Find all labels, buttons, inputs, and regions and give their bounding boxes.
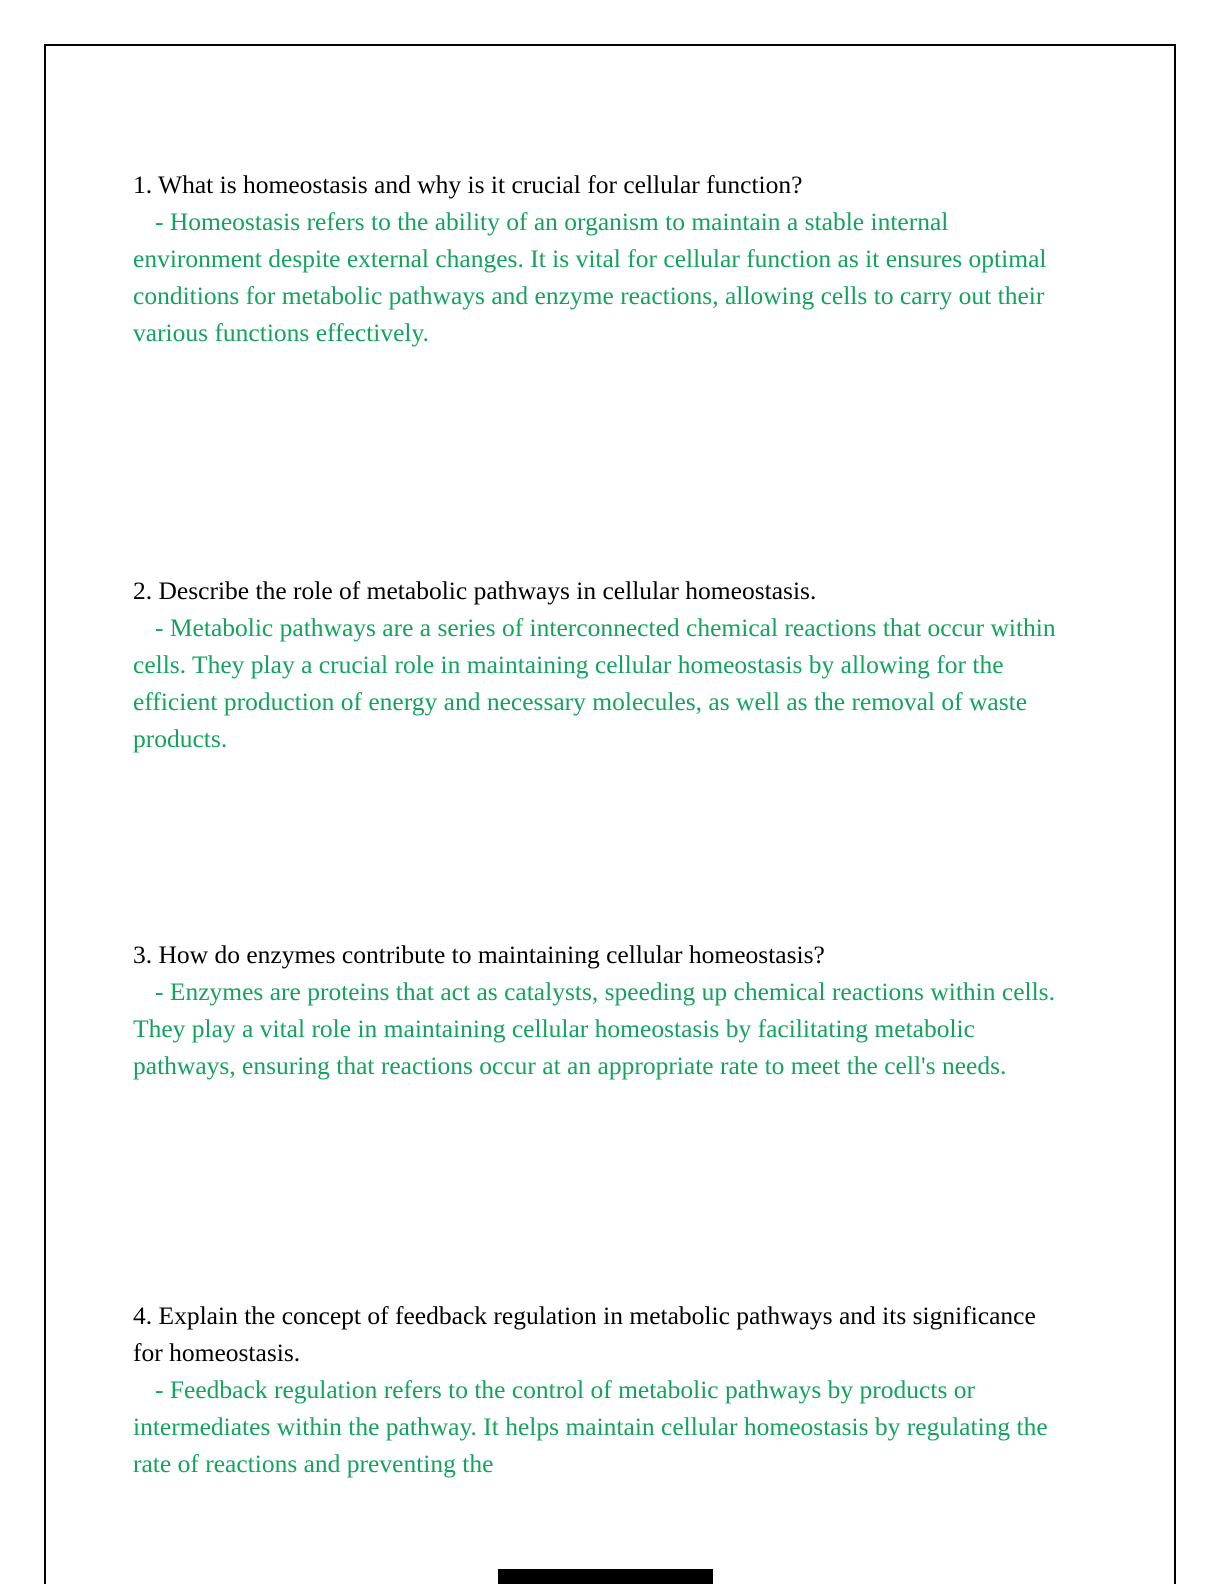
answer-1-text: - Homeostasis refers to the ability of an organism to maintain a stable internal environment despite external changes. It is vital for cellular function as it ensures optimal conditions for metabolic pathways and enzyme reactions, allowing cells to carry out their various functions effectively. (133, 207, 1047, 347)
qa-block-2 (133, 572, 1058, 757)
page-bottom-break-mark (498, 1569, 713, 1584)
qa-block-4 (133, 1297, 1058, 1482)
question-3-text: 3. How do enzymes contribute to maintaining cellular homeostasis? (133, 940, 825, 969)
answer-2-text: - Metabolic pathways are a series of interconnected chemical reactions that occur within cells. They play a crucial role in maintaining cellular homeostasis by allowing for the efficient production of energy and necessary molecules, as well as the removal of waste products. (133, 613, 1056, 753)
question-1-text: 1. What is homeostasis and why is it crucial for cellular function? (133, 170, 803, 199)
qa-block-1 (133, 166, 1058, 351)
answer-4-text: - Feedback regulation refers to the control of metabolic pathways by products or intermediates within the pathway. It helps maintain cellular homeostasis by regulating the rate of reactions and preventing the (133, 1375, 1048, 1478)
question-2-text: 2. Describe the role of metabolic pathways in cellular homeostasis. (133, 576, 817, 605)
qa-block-3 (133, 936, 1058, 1084)
question-4-text: 4. Explain the concept of feedback regulation in metabolic pathways and its significance for homeostasis. (133, 1301, 1036, 1367)
answer-3-text: - Enzymes are proteins that act as catalysts, speeding up chemical reactions within cells. They play a vital role in maintaining cellular homeostasis by facilitating metabolic pathways, ensuring that reactions occur at an appropriate rate to meet the cell's needs. (133, 977, 1055, 1080)
